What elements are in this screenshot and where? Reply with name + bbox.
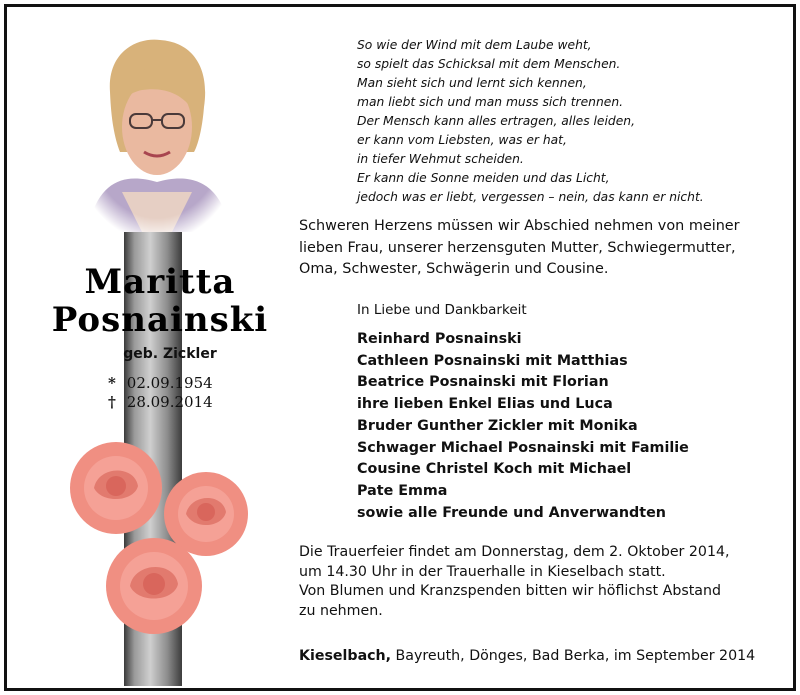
mourner-entry: Beatrice Posnainski mit Florian: [357, 374, 609, 391]
death-date-line: [108, 393, 213, 411]
poem-line: er kann vom Liebsten, was er hat,: [357, 133, 567, 147]
mourner-entry: Bruder Gunther Zickler mit Monika: [357, 417, 638, 434]
poem-line: man liebt sich und man muss sich trennen.: [357, 95, 624, 109]
birth-name: geb. Zickler: [123, 346, 217, 362]
poem-line: So wie der Wind mit dem Laube weht,: [357, 38, 592, 52]
death-cross-icon: †: [108, 393, 116, 411]
farewell-line: Oma, Schwester, Schwägerin und Cousine.: [299, 261, 609, 277]
farewell-line: lieben Frau, unserer herzensguten Mutter, Schwiegermutter,: [299, 239, 736, 256]
farewell-line: Schweren Herzens müssen wir Abschied nehmen von meiner: [299, 218, 740, 234]
rose-icon: [164, 472, 248, 556]
mourner-entry: Schwager Michael Posnainski mit Familie: [357, 439, 689, 456]
love-and-gratitude-line: In Liebe und Dankbarkeit: [357, 302, 527, 318]
poem-line: jedoch was er liebt, vergessen – nein, das kann er nicht.: [357, 190, 704, 204]
poem-line: Der Mensch kann alles ertragen, alles leiden,: [357, 114, 635, 128]
service-line: um 14.30 Uhr in der Trauerhalle in Kieselbach statt.: [299, 563, 666, 580]
birth-date-line: [108, 374, 213, 392]
mourner-entry: ihre lieben Enkel Elias und Luca: [357, 396, 613, 413]
portrait-photo: [82, 32, 232, 232]
closing-rest: Bayreuth, Dönges, Bad Berka, im September 2014: [391, 648, 756, 664]
farewell-text: [299, 216, 740, 281]
mourner-entry: Cathleen Posnainski mit Matthias: [357, 352, 628, 369]
death-date: 28.09.2014: [126, 393, 213, 411]
service-line: Die Trauerfeier findet am Donnerstag, dem 2. Oktober 2014,: [299, 544, 730, 560]
mourner-entry: Pate Emma: [357, 482, 448, 499]
deceased-first-name: Maritta: [84, 262, 236, 302]
closing-main-place: Kieselbach,: [299, 648, 392, 664]
roses-decoration: [58, 436, 258, 646]
service-line: zu nehmen.: [299, 603, 383, 620]
rose-icon: [70, 442, 162, 534]
rose-icon: [106, 538, 202, 634]
mourners-list: [357, 329, 689, 524]
poem-line: Er kann die Sonne meiden und das Licht,: [357, 171, 610, 185]
mourner-entry: sowie alle Freunde und Anverwandten: [357, 504, 666, 521]
poem-line: Man sieht sich und lernt sich kennen,: [357, 76, 587, 90]
deceased-last-name: Posnainski: [51, 300, 269, 340]
closing-places-date: [299, 648, 755, 664]
poem-line: so spielt das Schicksal mit dem Menschen.: [357, 57, 621, 71]
service-line: Von Blumen und Kranzspenden bitten wir höflichst Abstand: [299, 583, 721, 600]
poem-line: in tiefer Wehmut scheiden.: [357, 152, 524, 166]
birth-date: 02.09.1954: [126, 374, 213, 392]
funeral-service-info: [299, 543, 730, 622]
poem: [357, 36, 704, 207]
mourner-entry: Cousine Christel Koch mit Michael: [357, 461, 632, 478]
birth-star-icon: *: [108, 374, 116, 392]
mourner-entry: Reinhard Posnainski: [357, 331, 522, 347]
